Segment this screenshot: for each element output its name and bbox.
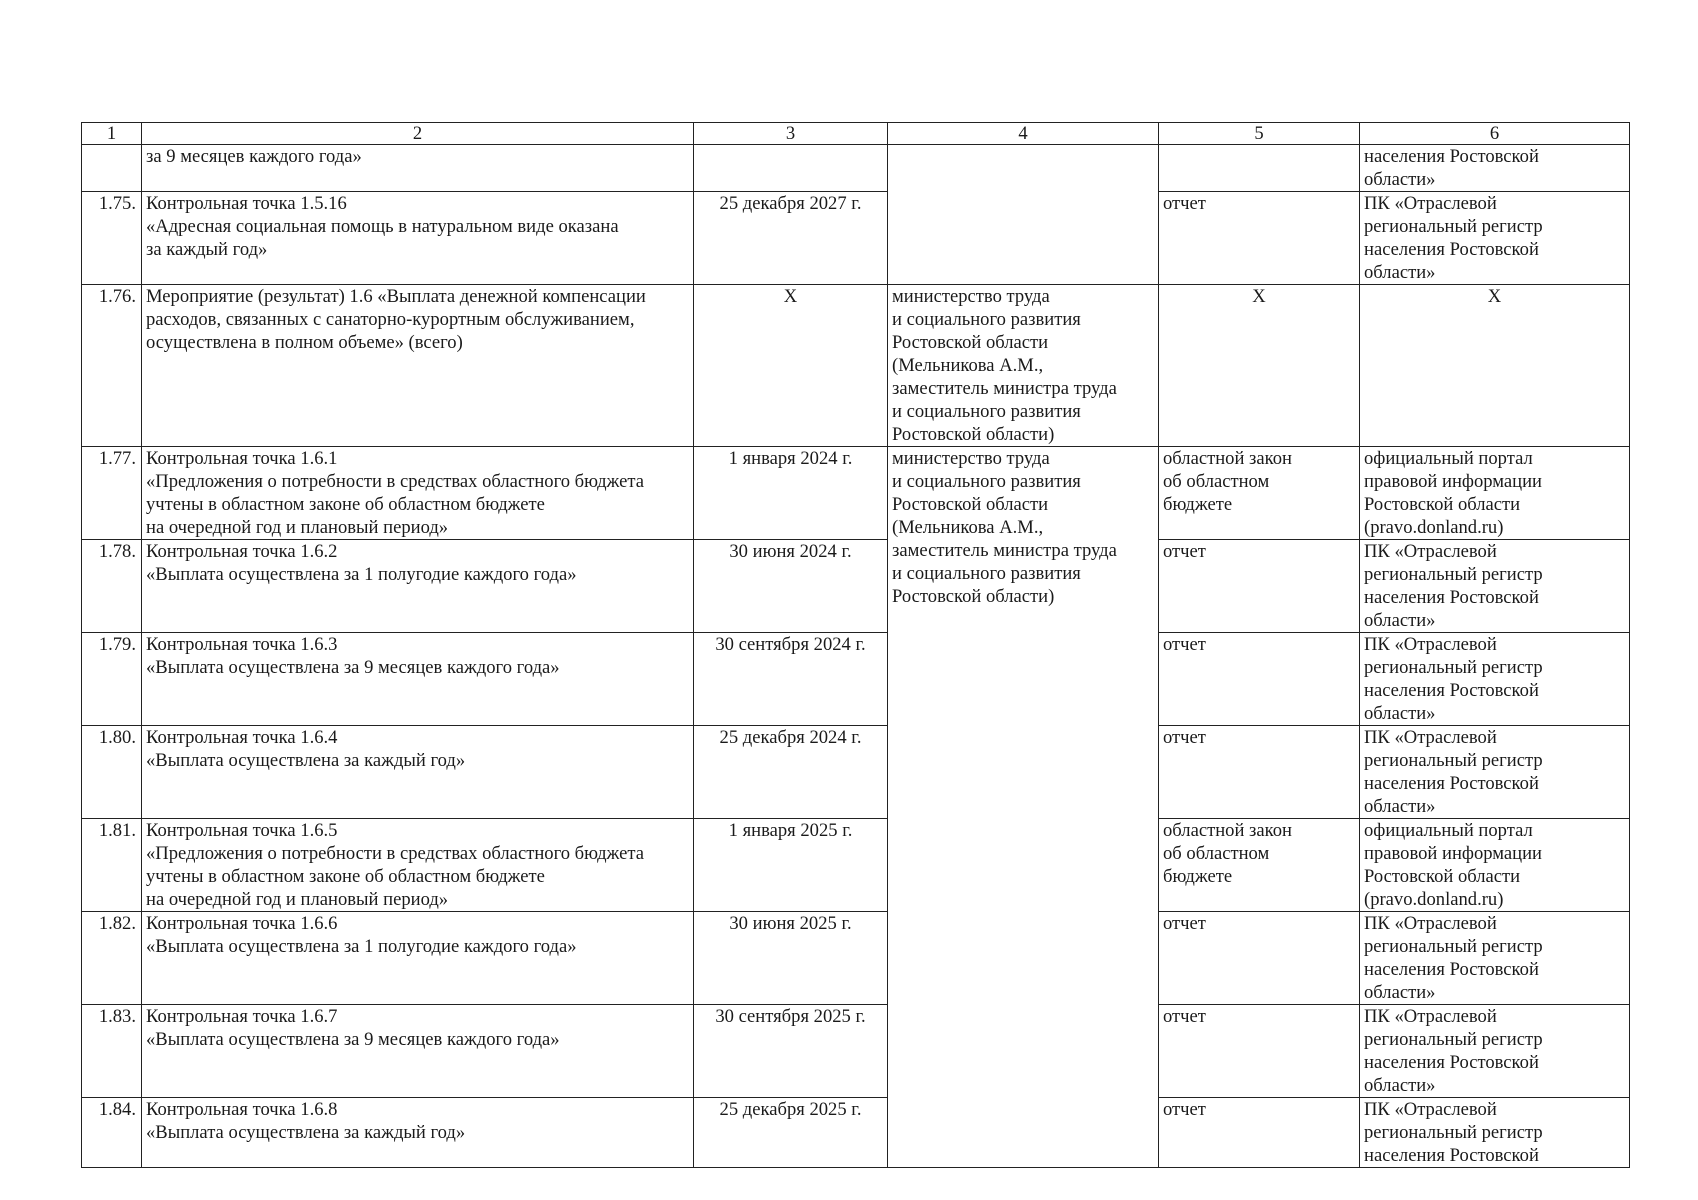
header-cell-2: 2: [142, 123, 694, 145]
row-name: Контрольная точка 1.6.3 «Выплата осуществлена за 9 месяцев каждого года»: [142, 633, 694, 726]
header-cell-6: 6: [1360, 123, 1630, 145]
row-date: 30 сентября 2025 г.: [694, 1005, 888, 1098]
row-name: Контрольная точка 1.6.2 «Выплата осуществлена за 1 полугодие каждого года»: [142, 540, 694, 633]
row-date: 1 января 2025 г.: [694, 819, 888, 912]
row-document: отчет: [1159, 540, 1360, 633]
row-source: ПК «Отраслевой региональный регистр населения Ростовской области»: [1360, 633, 1630, 726]
row-name: Контрольная точка 1.6.8 «Выплата осуществлена за каждый год»: [142, 1098, 694, 1168]
header-cell-1: 1: [82, 123, 142, 145]
table-row: [82, 285, 1630, 447]
row-date: 30 июня 2025 г.: [694, 912, 888, 1005]
header-cell-3: 3: [694, 123, 888, 145]
row-source: ПК «Отраслевой региональный регистр населения Ростовской: [1360, 1098, 1630, 1168]
row-name: Контрольная точка 1.6.5 «Предложения о потребности в средствах областного бюджета учтены в областном законе об областном бюджете на очередной год и плановый период»: [142, 819, 694, 912]
row-date: 30 сентября 2024 г.: [694, 633, 888, 726]
row-number: 1.75.: [82, 192, 142, 285]
row-document: отчет: [1159, 1005, 1360, 1098]
row-date: 30 июня 2024 г.: [694, 540, 888, 633]
row-source: ПК «Отраслевой региональный регистр населения Ростовской области»: [1360, 192, 1630, 285]
table-row: [82, 912, 1630, 1005]
table-row: [82, 1098, 1630, 1168]
row-name: Мероприятие (результат) 1.6 «Выплата денежной компенсации расходов, связанных с санаторно-курортным обслуживанием, осуществлена в полном объеме» (всего): [142, 285, 694, 447]
row-document: отчет: [1159, 633, 1360, 726]
row-source: населения Ростовской области»: [1360, 145, 1630, 192]
row-number: 1.76.: [82, 285, 142, 447]
row-responsible: [888, 145, 1159, 285]
row-document: областной закон об областном бюджете: [1159, 819, 1360, 912]
row-date: [694, 145, 888, 192]
row-document: отчет: [1159, 1098, 1360, 1168]
row-number: 1.77.: [82, 447, 142, 540]
row-source: X: [1360, 285, 1630, 447]
row-date: 25 декабря 2025 г.: [694, 1098, 888, 1168]
row-number: 1.80.: [82, 726, 142, 819]
row-source: ПК «Отраслевой региональный регистр населения Ростовской области»: [1360, 1005, 1630, 1098]
row-source: официальный портал правовой информации Ростовской области (pravo.donland.ru): [1360, 819, 1630, 912]
row-number: 1.83.: [82, 1005, 142, 1098]
row-date: X: [694, 285, 888, 447]
row-document: X: [1159, 285, 1360, 447]
header-row: [82, 123, 1630, 145]
row-date: 25 декабря 2024 г.: [694, 726, 888, 819]
plan-table: [81, 122, 1630, 1168]
row-source: официальный портал правовой информации Ростовской области (pravo.donland.ru): [1360, 447, 1630, 540]
table-row: [82, 540, 1630, 633]
row-name: Контрольная точка 1.6.4 «Выплата осуществлена за каждый год»: [142, 726, 694, 819]
row-number: 1.78.: [82, 540, 142, 633]
row-name: Контрольная точка 1.6.7 «Выплата осуществлена за 9 месяцев каждого года»: [142, 1005, 694, 1098]
row-document: отчет: [1159, 192, 1360, 285]
row-name: за 9 месяцев каждого года»: [142, 145, 694, 192]
table-row: [82, 192, 1630, 285]
row-number: 1.84.: [82, 1098, 142, 1168]
table-row: [82, 447, 1630, 540]
table-row: [82, 1005, 1630, 1098]
row-document: областной закон об областном бюджете: [1159, 447, 1360, 540]
row-number: 1.81.: [82, 819, 142, 912]
row-date: 1 января 2024 г.: [694, 447, 888, 540]
table-row: [82, 726, 1630, 819]
row-source: ПК «Отраслевой региональный регистр населения Ростовской области»: [1360, 912, 1630, 1005]
row-document: [1159, 145, 1360, 192]
row-name: Контрольная точка 1.6.6 «Выплата осуществлена за 1 полугодие каждого года»: [142, 912, 694, 1005]
row-responsible: министерство труда и социального развития Ростовской области (Мельникова А.М., заместитель министра труда и социального развития Ростовской области): [888, 447, 1159, 1168]
row-number: 1.79.: [82, 633, 142, 726]
row-date: 25 декабря 2027 г.: [694, 192, 888, 285]
row-number: [82, 145, 142, 192]
table-row: [82, 145, 1630, 192]
row-number: 1.82.: [82, 912, 142, 1005]
row-document: отчет: [1159, 726, 1360, 819]
row-name: Контрольная точка 1.6.1 «Предложения о потребности в средствах областного бюджета учтены в областном законе об областном бюджете на очередной год и плановый период»: [142, 447, 694, 540]
table-row: [82, 633, 1630, 726]
row-source: ПК «Отраслевой региональный регистр населения Ростовской области»: [1360, 726, 1630, 819]
row-responsible: министерство труда и социального развития Ростовской области (Мельникова А.М., заместитель министра труда и социального развития Ростовской области): [888, 285, 1159, 447]
row-source: ПК «Отраслевой региональный регистр населения Ростовской области»: [1360, 540, 1630, 633]
table-row: [82, 819, 1630, 912]
header-cell-5: 5: [1159, 123, 1360, 145]
header-cell-4: 4: [888, 123, 1159, 145]
row-name: Контрольная точка 1.5.16 «Адресная социальная помощь в натуральном виде оказана за каждый год»: [142, 192, 694, 285]
row-document: отчет: [1159, 912, 1360, 1005]
